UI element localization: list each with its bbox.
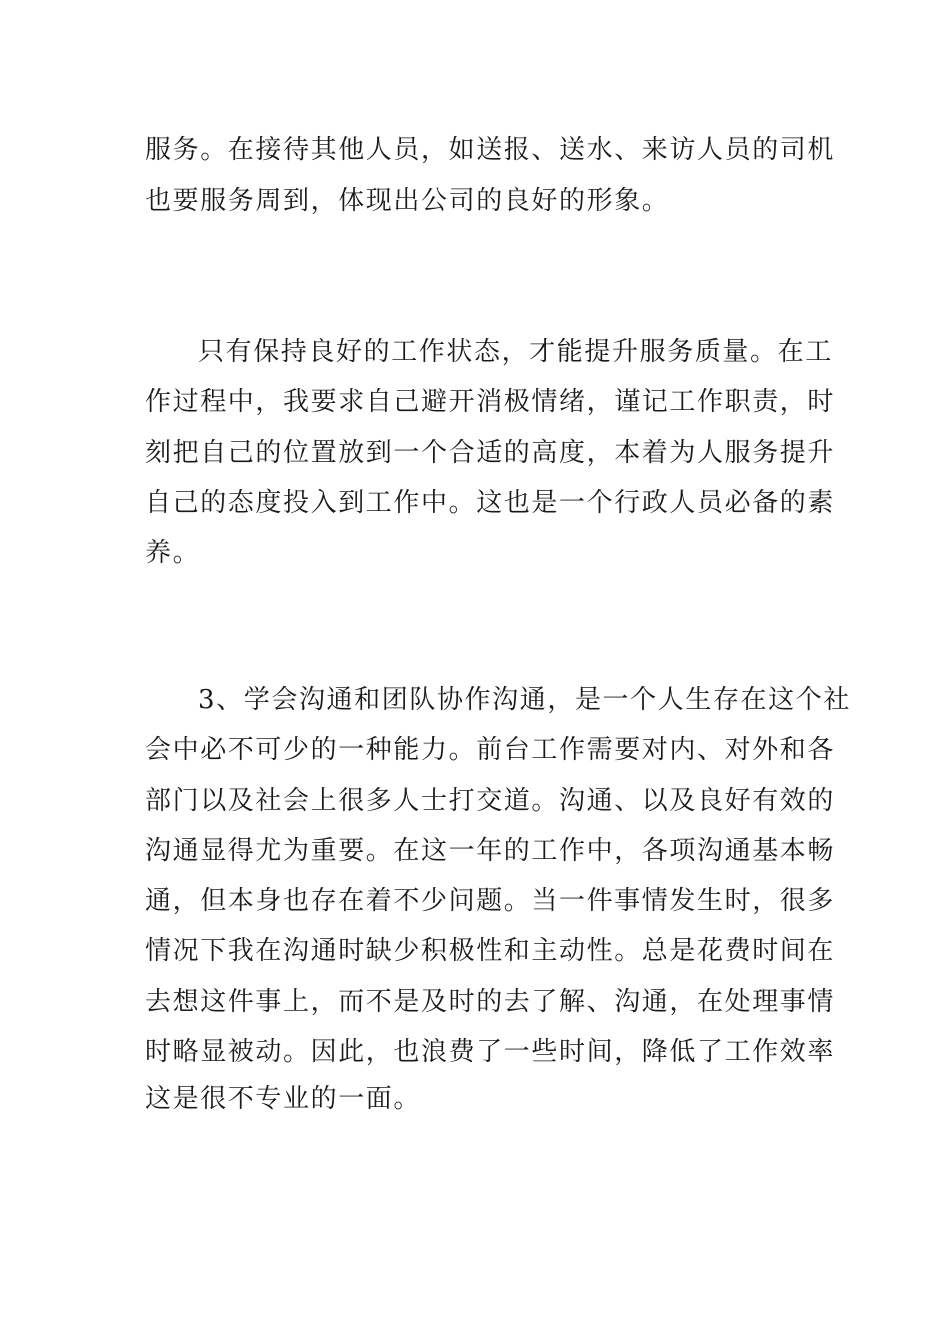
paragraph-3-line-8: 时略显被动。因此，也浪费了一些时间，降低了工作效率 [145, 1037, 836, 1067]
paragraph-3-line-2: 会中必不可少的一种能力。前台工作需要对内、对外和各 [145, 735, 836, 765]
paragraph-2-line-1: 只有保持良好的工作状态，才能提升服务质量。在工 [198, 337, 833, 367]
paragraph-3-line-9: 这是很不专业的一面。 [145, 1084, 422, 1114]
paragraph-2-line-3: 刻把自己的位置放到一个合适的高度，本着为人服务提升 [145, 438, 836, 468]
paragraph-3-line-5: 通，但本身也存在着不少问题。当一件事情发生时，很多 [145, 886, 836, 916]
paragraph-3-line-6: 情况下我在沟通时缺少积极性和主动性。总是花费时间在 [145, 936, 836, 966]
paragraph-2-line-5: 养。 [145, 538, 201, 568]
paragraph-1-line-2: 也要服务周到，体现出公司的良好的形象。 [145, 186, 670, 216]
paragraph-1-line-1: 服务。在接待其他人员，如送报、送水、来访人员的司机 [145, 135, 836, 165]
paragraph-2-line-4: 自己的态度投入到工作中。这也是一个行政人员必备的素 [145, 488, 836, 518]
paragraph-3-line-7: 去想这件事上，而不是及时的去了解、沟通，在处理事情 [145, 987, 836, 1017]
paragraph-2-line-2: 作过程中，我要求自己避开消极情绪，谨记工作职责，时 [145, 387, 836, 417]
paragraph-3-line-1: 3、学会沟通和团队协作沟通，是一个人生存在这个社 [198, 685, 851, 715]
paragraph-3-line-4: 沟通显得尤为重要。在这一年的工作中，各项沟通基本畅 [145, 836, 836, 866]
paragraph-3-line-3: 部门以及社会上很多人士打交道。沟通、以及良好有效的 [145, 786, 836, 816]
